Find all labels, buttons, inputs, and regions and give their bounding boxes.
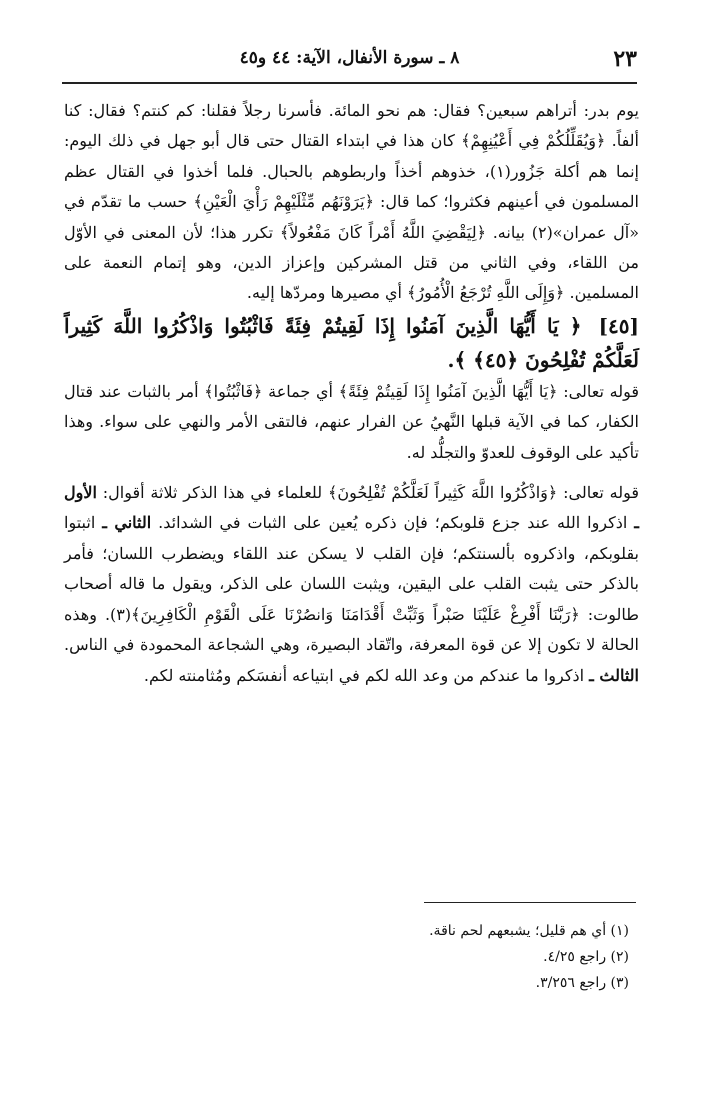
running-title: ٨ ـ سورة الأنفال، الآية: ٤٤ و٤٥ <box>239 48 460 68</box>
paragraph-standing-firm: قوله تعالى: ﴿يَا أَيُّهَا الَّذِينَ آمَنُوا إِذَا لَقِيتُمْ فِئَةً﴾ أي جماعة ﴿فَاثْبُتُوا﴾ أمر بالثبات عند قتال الكفار، كما في الآية قبلها النَّهيُ عن الفرار عنهم، فالتقى الأمر والنهي على سواء. وهذا تأكيد على الوقوف للعدوّ والتجلُّد له. <box>64 381 639 462</box>
paragraph-remembrance <box>64 478 639 691</box>
page-number: ٢٣ <box>613 46 637 72</box>
paragraph-gap <box>64 468 639 478</box>
remembrance-intro: قوله تعالى: ﴿وَاذْكُرُوا اللَّهَ كَثِيراً لَعَلَّكُمْ تُفْلِحُونَ﴾ للعلماء في هذا الذكر ثلاثة أقوال: <box>102 483 639 503</box>
verse-number: [٤٥] <box>598 313 639 338</box>
opinion-first-label: الأول ـ <box>64 483 639 533</box>
opinion-first-text: اذكروا الله عند جزع قلوبكم؛ فإن ذكره يُعين على الثبات في الشدائد. <box>158 513 628 533</box>
footnotes <box>64 918 629 996</box>
paragraph-verse-44-commentary: يوم بدر: أتراهم سبعين؟ فقال: هم نحو المائة. فأسرنا رجلاً فقلنا: كم كنتم؟ فقال: كنا ألفاً. ﴿وَيُقَلِّلُكُمْ فِي أَعْيُنِهِمْ﴾ كان هذا في ابتداء القتال حتى قال أبو جهل في ذلك اليوم: إنما هم أكلة جَزُور(١)، خذوهم أخذاً واربطوهم بالحبال. فلما أخذوا في القتال عظم المسلمون في أعينهم فكثروا؛ كما قال: ﴿يَرَوْنَهُم مِّثْلَيْهِمْ رَأْيَ الْعَيْنِ﴾ حسب ما تقدّم في «آل عمران»(٢) بيانه. ﴿لِيَقْضِيَ اللَّهُ أَمْراً كَانَ مَفْعُولاً﴾ تكرر هذا؛ لأن المعنى في الأوّل من اللقاء، وفي الثاني من قتل المشركين وإعزاز الدين، وهو إتمام النعمة على المسلمين. ﴿وَإِلَى اللَّهِ تُرْجَعُ الْأُمُورُ﴾ أي مصيرها ومردّها إليه. <box>64 101 640 303</box>
header-rule <box>62 82 637 84</box>
opinion-second-label: الثاني ـ <box>102 513 152 533</box>
opinion-third-label: الثالث ـ <box>589 665 639 685</box>
footnote-rule <box>424 902 636 903</box>
verse-heading <box>64 309 639 377</box>
opinion-third-text: اذكروا ما عندكم من وعد الله لكم في ابتياعه أنفسَكم ومُثامنته لكم. <box>143 665 585 685</box>
footnote-2: (٢) راجع ٤/٢٥. <box>543 949 629 965</box>
page-header <box>62 40 637 84</box>
page-body <box>64 96 639 691</box>
footnote-1: (١) أي هم قليل؛ يشبعهم لحم ناقة. <box>429 923 629 939</box>
verse-text: ﴿ يَا أَيُّهَا الَّذِينَ آمَنُوا إِذَا لَقِيتُمْ فِئَةً فَاثْبُتُوا وَاذْكُرُوا اللَّهَ كَثِيراً لَعَلَّكُمْ تُفْلِحُونَ ﴿٤٥﴾ ﴾. <box>64 313 639 372</box>
footnote-3: (٣) راجع ٣/٢٥٦. <box>535 975 629 991</box>
opinion-second-text: اثبتوا بقلوبكم، واذكروه بألسنتكم؛ فإن القلب لا يسكن عند اللقاء ويضطرب اللسان؛ فأمر بالذكر حتى يثبت القلب على اليقين، ويثبت اللسان على الذكر، ويقول ما قاله أصحاب طالوت: ﴿رَبَّنَا أَفْرِغْ عَلَيْنَا صَبْراً وَثَبِّتْ أَقْدَامَنَا وَانصُرْنَا عَلَى الْقَوْمِ الْكَافِرِينَ﴾(٣). وهذه الحالة لا تكون إلا عن قوة المعرفة، واتّقاد البصيرة، وهي الشجاعة المحمودة في الناس. <box>64 513 639 655</box>
